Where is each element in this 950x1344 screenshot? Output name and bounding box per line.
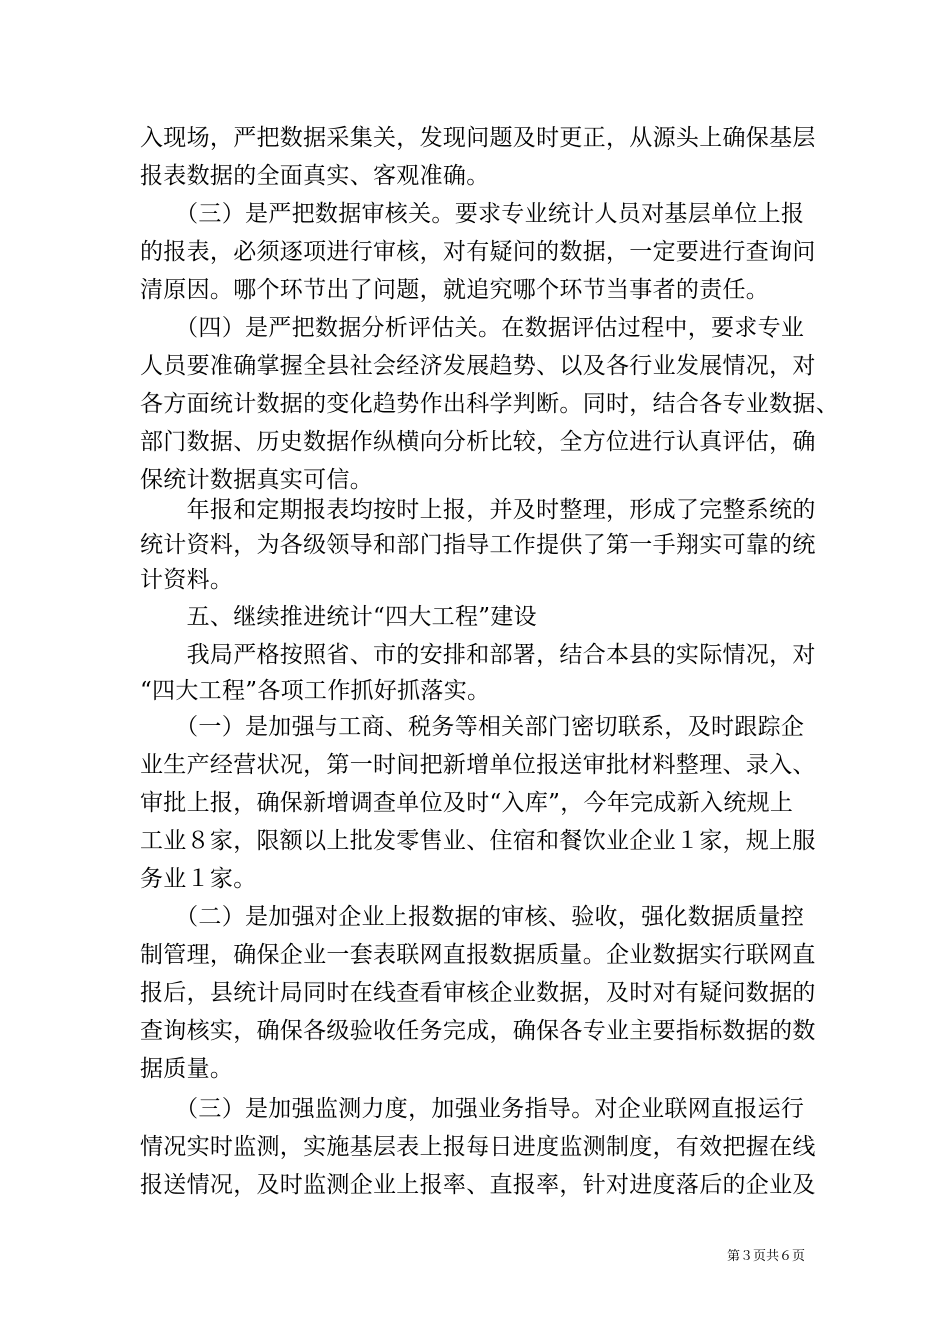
text-line-5: 清原因。哪个环节出了问题，就追究哪个环节当事者的责任。	[140, 277, 770, 303]
text-line-12: 统计资料，为各级领导和部门指导工作提供了第一手翔实可靠的统	[140, 532, 816, 558]
text-line-4: 的报表，必须逐项进行审核，对有疑问的数据，一定要进行查询问	[140, 239, 816, 265]
section-heading: 五、继续推进统计“四大工程”建设	[140, 604, 537, 630]
text-line-29: 报送情况，及时监测企业上报率、直报率，针对进度落后的企业及	[140, 1172, 816, 1198]
text-line-20: 工业８家，限额以上批发零售业、住宿和餐饮业企业１家，规上服	[140, 828, 816, 854]
text-line-8: 各方面统计数据的变化趋势作出科学判断。同时，结合各专业数据、	[140, 391, 839, 417]
text-line-28: 情况实时监测，实施基层表上报每日进度监测制度，有效把握在线	[140, 1134, 816, 1160]
text-line-9: 部门数据、历史数据作纵横向分析比较，全方位进行认真评估，确	[140, 429, 816, 455]
text-line-3: （三）是严把数据审核关。要求专业统计人员对基层单位上报	[140, 201, 805, 227]
text-line-19: 审批上报，确保新增调查单位及时“入库”，今年完成新入统规上	[140, 790, 794, 816]
text-line-17: （一）是加强与工商、税务等相关部门密切联系，及时跟踪企	[140, 714, 805, 740]
text-line-23: 制管理，确保企业一套表联网直报数据质量。企业数据实行联网直	[140, 942, 816, 968]
text-line-10: 保统计数据真实可信。	[140, 467, 373, 493]
text-line-11: 年报和定期报表均按时上报，并及时整理，形成了完整系统的	[140, 497, 816, 523]
text-line-15: 我局严格按照省、市的安排和部署，结合本县的实际情况，对	[140, 642, 816, 668]
page-number: 第３页共６页	[726, 1249, 805, 1264]
text-line-25: 查询核实，确保各级验收任务完成，确保各专业主要指标数据的数	[140, 1018, 816, 1044]
text-line-18: 业生产经营状况，第一时间把新增单位报送审批材料整理、录入、	[140, 752, 816, 778]
text-line-6: （四）是严把数据分析评估关。在数据评估过程中，要求专业	[140, 315, 805, 341]
text-line-21: 务业１家。	[140, 866, 257, 892]
text-line-24: 报后，县统计局同时在线查看审核企业数据，及时对有疑问数据的	[140, 980, 816, 1006]
text-line-13: 计资料。	[140, 567, 234, 593]
text-line-1: 入现场，严把数据采集关，发现问题及时更正，从源头上确保基层	[140, 125, 816, 151]
text-line-27: （三）是加强监测力度，加强业务指导。对企业联网直报运行	[140, 1096, 805, 1122]
text-line-2: 报表数据的全面真实、客观准确。	[140, 163, 490, 189]
text-line-7: 人员要准确掌握全县社会经济发展趋势、以及各行业发展情况，对	[140, 353, 816, 379]
text-line-16: “四大工程”各项工作抓好抓落实。	[140, 678, 491, 704]
text-line-26: 据质量。	[140, 1056, 234, 1082]
text-line-22: （二）是加强对企业上报数据的审核、验收，强化数据质量控	[140, 904, 805, 930]
